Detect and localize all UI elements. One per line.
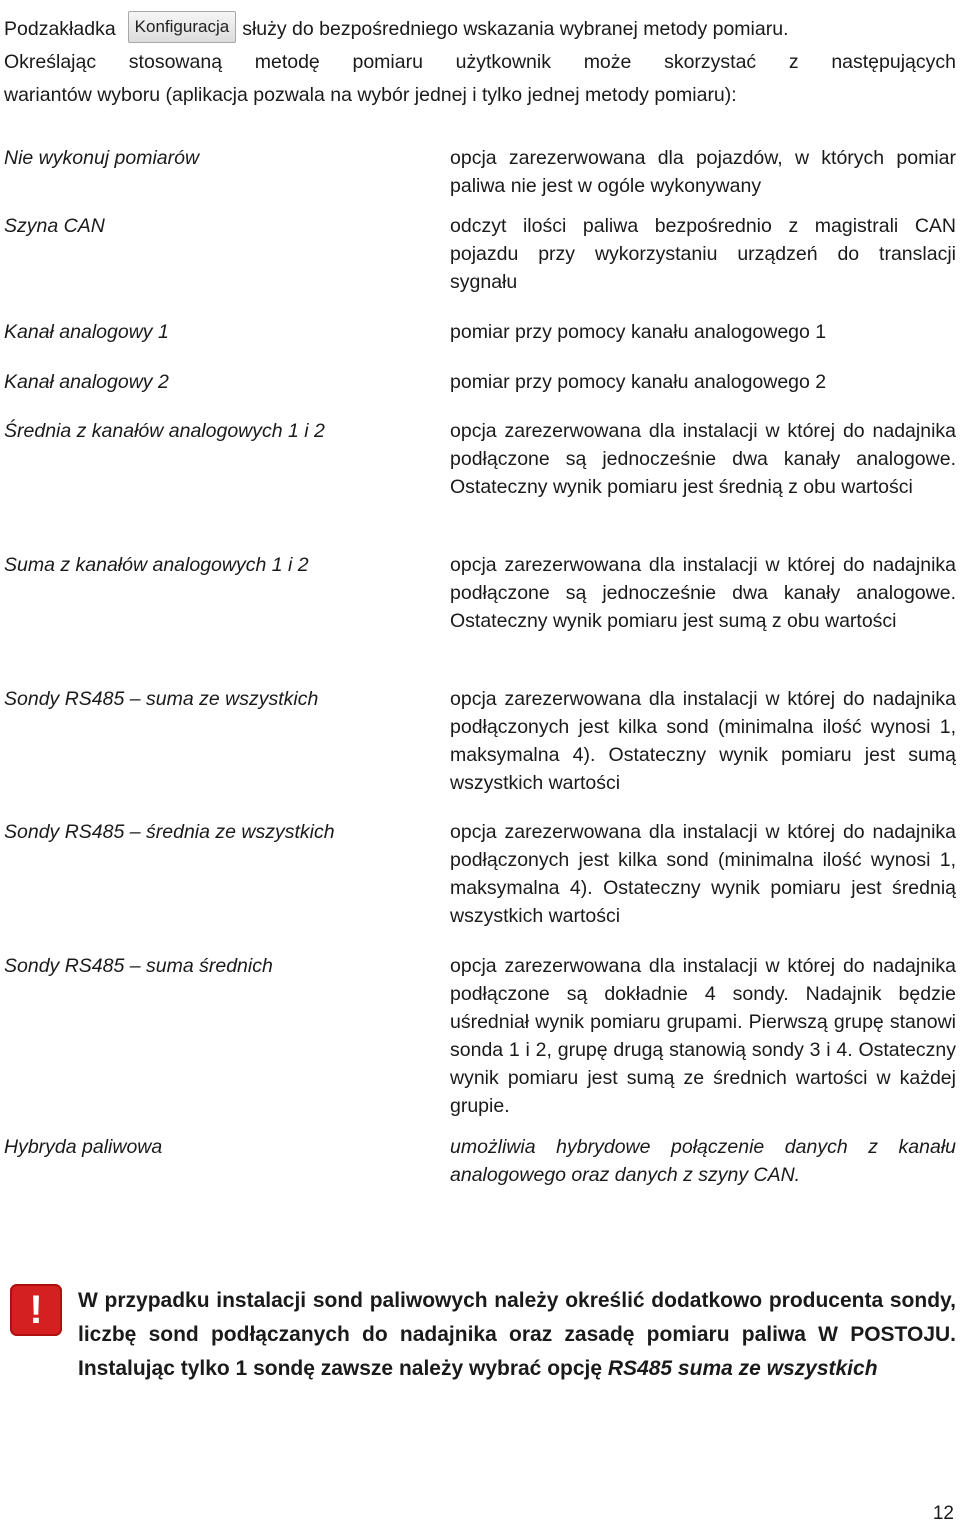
method-term: Szyna CAN (4, 215, 105, 237)
method-term: Sondy RS485 – średnia ze wszystkich (4, 821, 335, 843)
intro-paragraph (4, 13, 956, 112)
method-term: Hybryda paliwowa (4, 1136, 163, 1158)
intro-text-after: służy do bezpośredniego wskazania wybranej metody pomiaru. (242, 18, 789, 40)
intro-line-1 (4, 13, 956, 46)
method-term: Średnia z kanałów analogowych 1 i 2 (4, 420, 325, 442)
exclamation-glyph: ! (29, 1288, 43, 1332)
intro-line-3: wariantów wyboru (aplikacja pozwala na wybór jednej i tylko jednej metody pomiaru): (4, 84, 737, 106)
warning-body: W przypadku instalacji sond paliwowych należy określić dodatkowo producenta sondy, liczbę sond podłączanych do nadajnika oraz zasadę pomiaru paliwa W POSTOJU. Instalując tylko 1 sondę zawsze należy wybrać opcję (78, 1289, 956, 1380)
page-number: 12 (932, 1503, 954, 1524)
konfiguracja-tab-image: Konfiguracja (128, 11, 237, 43)
intro-text-before: Podzakładka (4, 18, 116, 40)
method-description: umożliwia hybrydowe połączenie danych z kanału analogowego oraz danych z szyny CAN. (450, 1136, 956, 1186)
method-description: odczyt ilości paliwa bezpośrednio z magistrali CAN pojazdu przy wykorzystaniu urządzeń do translacji sygnału (450, 215, 956, 293)
method-term: Kanał analogowy 1 (4, 321, 169, 343)
warning-text (78, 1284, 956, 1386)
method-description: opcja zarezerwowana dla instalacji w której do nadajnika podłączone są dokładnie 4 sondy. Nadajnik będzie uśredniał wynik pomiaru grupami. Pierwszą grupę stanowi sonda 1 i 2, grupę drugą stanowią sondy 3 i 4. Ostateczny wynik pomiaru jest sumą ze średnich wartości w każdej grupie. (450, 955, 956, 1117)
method-description: pomiar przy pomocy kanału analogowego 1 (450, 321, 827, 343)
method-description: pomiar przy pomocy kanału analogowego 2 (450, 371, 827, 393)
exclamation-icon (10, 1284, 62, 1336)
method-term: Sondy RS485 – suma średnich (4, 955, 273, 977)
method-description: opcja zarezerwowana dla instalacji w której do nadajnika podłączonych jest kilka sond (minimalna ilość wynosi 1, maksymalna 4). Ostateczny wynik pomiaru jest średnią wszystkich wartości (450, 821, 956, 927)
method-description: opcja zarezerwowana dla instalacji w której do nadajnika podłączonych jest kilka sond (minimalna ilość wynosi 1, maksymalna 4). Ostateczny wynik pomiaru jest sumą wszystkich wartości (450, 688, 956, 794)
method-term: Suma z kanałów analogowych 1 i 2 (4, 554, 309, 576)
method-description: opcja zarezerwowana dla pojazdów, w których pomiar paliwa nie jest w ogóle wykonywany (450, 147, 956, 197)
method-term: Nie wykonuj pomiarów (4, 147, 200, 169)
method-description: opcja zarezerwowana dla instalacji w której do nadajnika podłączone są jednocześnie dwa kanały analogowe. Ostateczny wynik pomiaru jest sumą z obu wartości (450, 554, 956, 632)
method-term: Sondy RS485 – suma ze wszystkich (4, 688, 319, 710)
method-term: Kanał analogowy 2 (4, 371, 169, 393)
warning-emphasis: RS485 suma ze wszystkich (607, 1357, 878, 1380)
intro-line-2: Określając stosowaną metodę pomiaru użytkownik może skorzystać z następujących (4, 51, 956, 73)
method-description: opcja zarezerwowana dla instalacji w której do nadajnika podłączone są jednocześnie dwa kanały analogowe. Ostateczny wynik pomiaru jest średnią z obu wartości (450, 420, 956, 498)
